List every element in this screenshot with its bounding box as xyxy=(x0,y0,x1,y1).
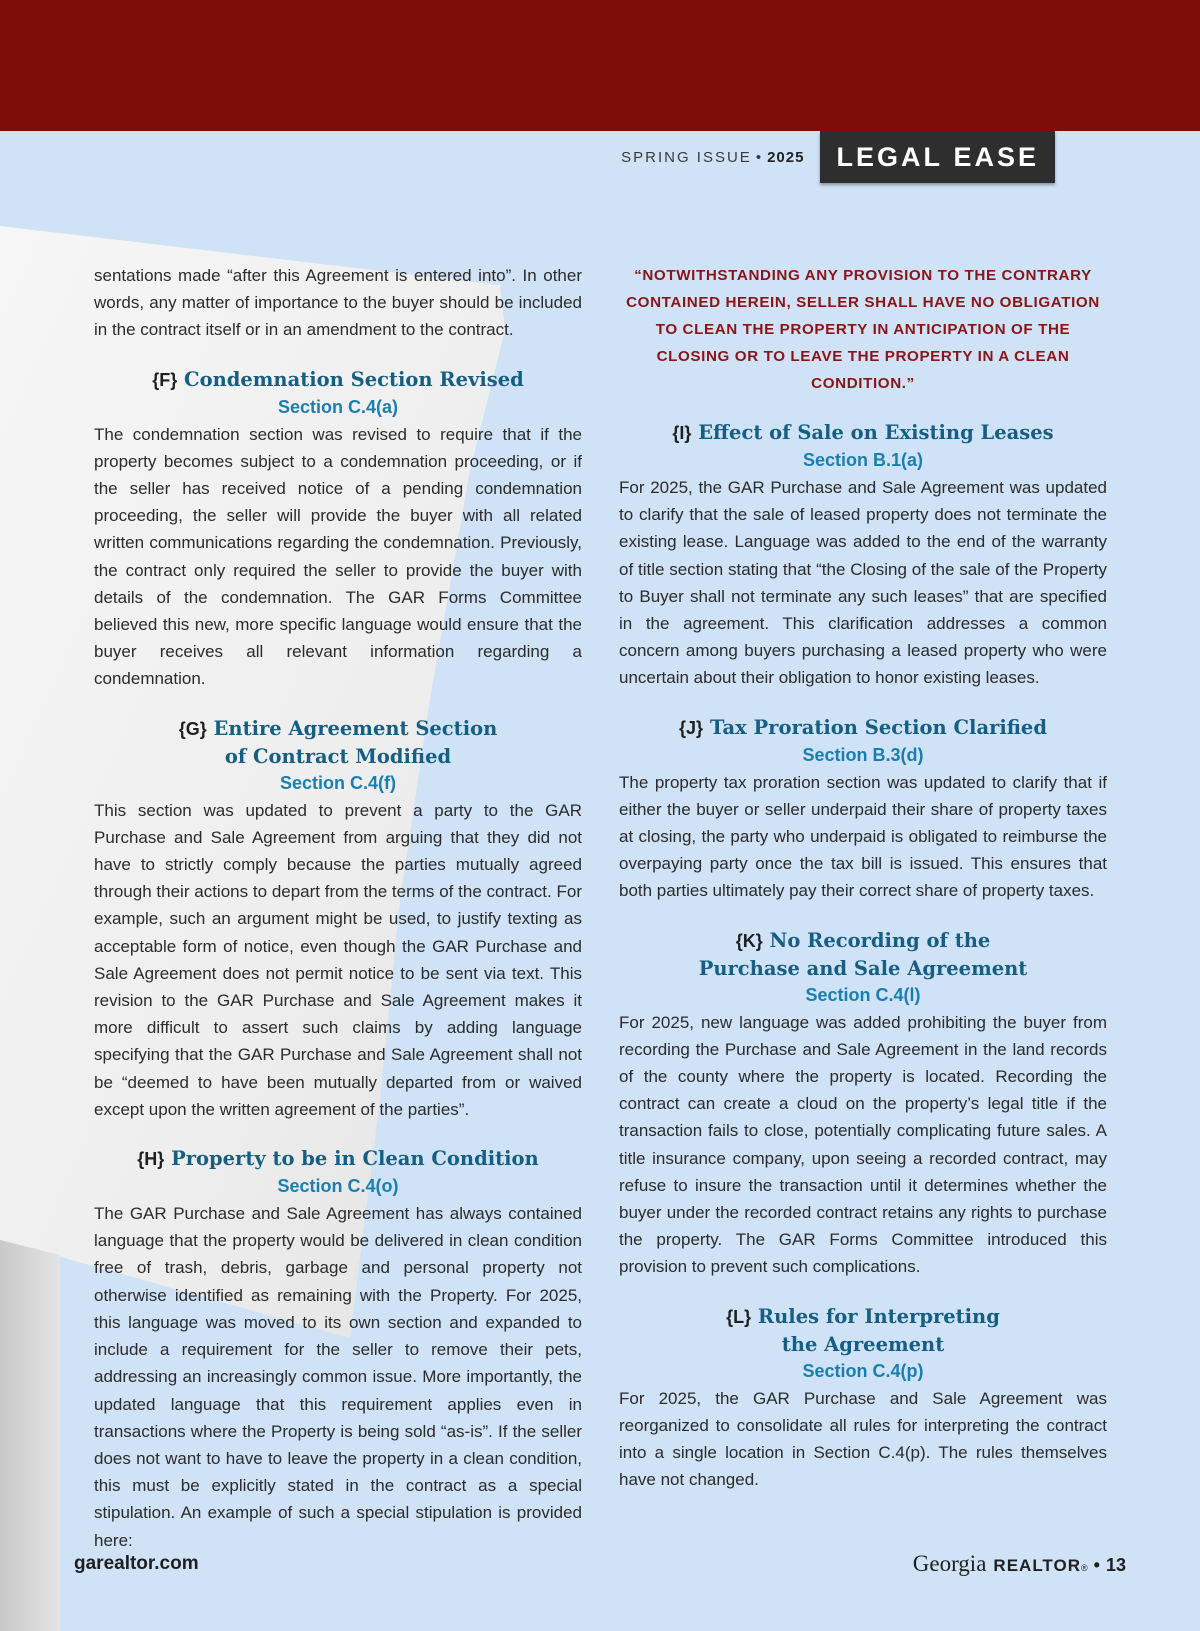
section-heading xyxy=(619,1303,1107,1385)
section-letter: {G} xyxy=(178,718,207,739)
section-letter: {J} xyxy=(679,717,704,738)
brand-word-georgia: Georgia xyxy=(912,1551,987,1576)
right-column xyxy=(619,262,1107,1493)
section-letter: {I} xyxy=(672,423,692,443)
brand-word-realtor: REALTOR xyxy=(993,1556,1082,1575)
issue-separator: • xyxy=(755,148,764,166)
section-body: For 2025, new language was added prohibiting the buyer from recording the Purchase and Sale Agreement in the land records of the county where the property is located. Recording the contract can create a cloud on the property’s legal title if the transaction fails to close, potentially complicating future sales. A title insurance company, upon seeing a recorded contract, may refuse to insure the transaction until it determines whether the buyer under the recorded contract retains any rights to purchase the property. The GAR Forms Committee introduced this provision to prevent such complications. xyxy=(619,1012,1107,1277)
section-reference: Section B.1(a) xyxy=(802,450,924,470)
section-reference: Section C.4(l) xyxy=(805,984,921,1005)
section-heading xyxy=(619,714,1107,769)
issue-label-group xyxy=(621,149,804,166)
section-reference: Section C.4(a) xyxy=(277,396,399,417)
footer-brand xyxy=(913,1551,1126,1577)
badge-word-1: LEGAL xyxy=(836,141,943,172)
section-letter: {K} xyxy=(735,930,763,951)
section-title: Condemnation Section Revised xyxy=(184,367,524,391)
section-title: No Recording of the xyxy=(769,928,991,952)
section-title: Entire Agreement Section xyxy=(213,716,498,740)
section-heading xyxy=(94,1145,582,1200)
section-body: This section was updated to prevent a party to the GAR Purchase and Sale Agreement from arguing that they did not have to strictly comply because the parties mutually agreed through their actions to depart from the terms of the contract. For example, such an argument might be used, to justify texting as acceptable form of notice, even though the GAR Purchase and Sale Agreement does not permit notice to be sent via text. This revision to the GAR Purchase and Sale Agreement makes it more difficult to assert such claims by adding language specifying that the GAR Purchase and Sale Agreement shall not be “deemed to have been mutually departed from or waived except upon the written agreement of the parties”. xyxy=(94,800,582,1119)
section-title: Rules for Interpreting xyxy=(757,1304,1000,1328)
issue-year: 2025 xyxy=(767,148,805,166)
issue-label: SPRING ISSUE xyxy=(621,148,752,166)
section-body: For 2025, the GAR Purchase and Sale Agreement was reorganized to consolidate all rules for interpreting the contract into a single location in Section C.4(p). The rules themselves have not changed. xyxy=(619,1388,1107,1490)
section-reference: Section B.3(d) xyxy=(802,744,924,765)
special-stipulation-quote: “NOTWITHSTANDING ANY PROVISION TO THE CONTRARY CONTAINED HEREIN, SELLER SHALL HAVE NO OBLIGATION TO CLEAN THE PROPERTY IN ANTICIPATION OF THE CLOSING OR TO LEAVE THE PROPERTY IN A CLEAN CONDITION.” xyxy=(626,267,1100,392)
left-column xyxy=(94,262,582,1554)
section-heading xyxy=(94,366,582,421)
page-number: 13 xyxy=(1105,1555,1126,1575)
issue-header xyxy=(621,131,1055,183)
section-reference: Section C.4(o) xyxy=(277,1176,399,1197)
section-heading xyxy=(619,419,1107,474)
section-body: The GAR Purchase and Sale Agreement has always contained language that the property would be delivered in clean condition free of trash, debris, garbage and personal property not otherwise identified as remaining with the Property. For 2025, this language was moved to its own section and expanded to include a requirement for the seller to remove their pets, addressing an increasingly common issue. More importantly, the updated language that this requirement applies even in transactions where the Property is being sold “as-is”. If the seller does not want to have to leave the property in a clean condition, this must be explicitly stated in the contract as a special stipulation. An example of such a special stipulation is provided here: xyxy=(94,1204,582,1550)
badge-word-2: EASE xyxy=(953,141,1039,172)
section-letter: {H} xyxy=(137,1149,165,1170)
legal-ease-badge xyxy=(820,131,1055,183)
section-letter: {L} xyxy=(726,1306,752,1327)
section-title: Tax Proration Section Clarified xyxy=(709,715,1047,739)
intro-paragraph: sentations made “after this Agreement is entered into”. In other words, any matter of importance to the buyer should be included in the contract itself or in an amendment to the contract. xyxy=(94,266,582,340)
footer-site: garealtor.com xyxy=(74,1553,199,1574)
section-body: For 2025, the GAR Purchase and Sale Agreement was updated to clarify that the sale of leased property does not terminate the existing lease. Language was added to the end of the warranty of title section stating that “the Closing of the sale of the Property to Buyer shall not terminate any such leases” that are specified in the agreement. This clarification addresses a common concern among buyers purchasing a leased property who were uncertain about their obligation to honor existing leases. xyxy=(619,478,1107,688)
section-title: the Agreement xyxy=(781,1332,945,1356)
section-heading xyxy=(619,927,1107,1009)
section-letter: {F} xyxy=(152,369,178,390)
section-title: Property to be in Clean Condition xyxy=(171,1147,539,1171)
section-heading xyxy=(94,715,582,797)
section-title: Effect of Sale on Existing Leases xyxy=(698,421,1054,444)
section-reference: Section C.4(p) xyxy=(802,1360,924,1381)
footer-separator: • xyxy=(1093,1555,1100,1575)
registered-mark: ® xyxy=(1081,1563,1088,1573)
section-body: The property tax proration section was updated to clarify that if either the buyer or seller underpaid their share of property taxes at closing, the party who underpaid is obligated to reimburse the overpaying party once the tax bill is issued. This ensures that both parties ultimately pay their correct share of property taxes. xyxy=(619,772,1107,901)
section-title: of Contract Modified xyxy=(224,744,452,768)
section-reference: Section C.4(f) xyxy=(279,772,396,793)
section-title: Purchase and Sale Agreement xyxy=(698,956,1028,980)
section-body: The condemnation section was revised to require that if the property becomes subject to a condemnation proceeding, or if the seller has received notice of a pending condemnation proceeding, the seller will provide the buyer with all related written communications regarding the condemnation. Previously, the contract only required the seller to provide the buyer with details of the condemnation. The GAR Forms Committee believed this new, more specific language would ensure that the buyer receives all relevant information regarding a condemnation. xyxy=(94,424,582,689)
